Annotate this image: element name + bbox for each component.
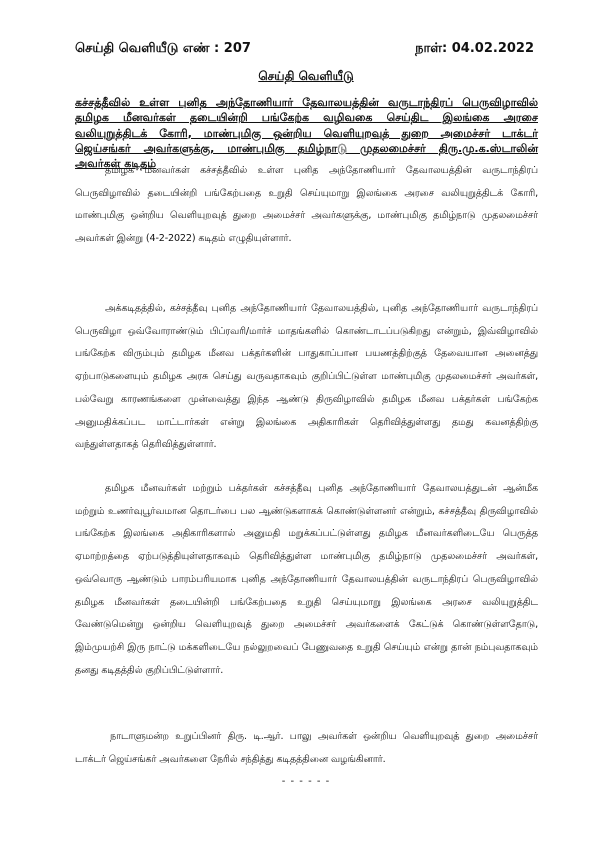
- body-paragraph-2: அக்கடிதத்தில், கச்சத்தீவு புனித அந்தோணியார் தேவாலயத்தில், புனித அந்தோணியார் வருடாந்திரப் பெருவிழா ஒவ்வோராண்டும் பிப்ரவரி/மார்ச் மாதங்களில் கொண்டாடப்படுகிறது என்றும், இவ்விழாவில் பங்கேற்க விரும்பும் தமிழக மீனவ பக்தர்களின் பாதுகாப்பான பயணத்திற்குத் தேவையான அனைத்து ஏற்பாடுகளையும் தமிழக அரசு செய்து வருவதாகவும் குறிப்பிட்டுள்ள மாண்புமிகு முதலமைச்சர் அவர்கள், பல்வேறு காரணங்களை முன்வைத்து இந்த ஆண்டு திருவிழாவில் தமிழக மீனவ பக்தர்கள் பங்கேற்க அனுமதிக்கப்பட மாட்டார்கள் என்று இலங்கை அதிகாரிகள் தெரிவித்துள்ளது தமது கவனத்திற்கு வந்துள்ளதாகத் தெரிவித்துள்ளார்.: [75, 303, 538, 451]
- body-paragraph-1: தமிழக மீனவர்கள் கச்சத்தீவில் உள்ள புனித அந்தோணியார் தேவாலயத்தின் வருடாந்திரப் பெருவிழாவில் தடையின்றி பங்கேற்பதை உறுதி செய்யுமாறு இலங்கை அரசை வலியுறுத்திடக் கோரி, மாண்புமிகு ஒன்றிய வெளியுறவுத் துறை அமைச்சர் அவர்களுக்கு, மாண்புமிகு தமிழ்நாடு முதலமைச்சர் அவர்கள் இன்று (4-2-2022) கடிதம் எழுதியுள்ளார்.: [75, 165, 538, 245]
- body-paragraph-3: தமிழக மீனவர்கள் மற்றும் பக்தர்கள் கச்சத்தீவு புனித அந்தோணியார் தேவாலயத்துடன் ஆன்மீக மற்றும் உணர்வுபூர்வமான தொடர்பை பல ஆண்டுகளாகக் கொண்டுள்ளனர் என்றும், கச்சத்தீவு திருவிழாவில் பங்கேற்க இலங்கை அதிகாரிகளால் அனுமதி மறுக்கப்பட்டுள்ளது தமிழக மீனவர்களிடையே பெருத்த ஏமாற்றத்தை ஏற்படுத்தியுள்ளதாகவும் தெரிவித்துள்ள மாண்புமிகு தமிழ்நாடு முதலமைச்சர் அவர்கள், ஒவ்வொரு ஆண்டும் பாரம்பரியமாக புனித அந்தோணியார் தேவாலயத்தின் வருடாந்திரப் பெருவிழாவில் தமிழக மீனவர்கள் தடையின்றி பங்கேற்பதை உறுதி செய்யுமாறு இலங்கை அரசை வலியுறுத்திட வேண்டுமென்று ஒன்றிய வெளியுறவுத் துறை அமைச்சர் அவர்களைக் கேட்டுக் கொண்டுள்ளதோடு, இம்முயற்சி இரு நாட்டு மக்களிடையே நல்லுறவைப் பேணுவதை உறுதி செய்யும் என்று தான் நம்புவதாகவும் தனது கடிதத்தில் குறிப்பிட்டுள்ளார்.: [75, 483, 538, 676]
- release-date: நாள்: 04.02.2022: [415, 41, 534, 56]
- release-number: செய்தி வெளியீடு எண் : 207: [75, 41, 251, 56]
- body-paragraph-4: நாடாளுமன்ற உறுப்பினர் திரு. டி.ஆர். பாலு அவர்கள் ஒன்றிய வெளியுறவுத் துறை அமைச்சர் டாக்டர் ஜெய்சங்கர் அவர்களை நேரில் சந்தித்து கடிதத்தினை வழங்கினார்.: [75, 731, 538, 765]
- document-title: செய்தி வெளியீடு: [258, 69, 354, 83]
- end-of-release-marker: - - - - - -: [281, 776, 331, 787]
- subject-heading: கச்சத்தீவில் உள்ள புனித அந்தோணியார் தேவாலயத்தின் வருடாந்திரப் பெருவிழாவில் தமிழக மீனவர்கள் தடையின்றி பங்கேற்க வழிவகை செய்திட இலங்கை அரசை வலியுறுத்திடக் கோரி, மாண்புமிகு ஒன்றிய வெளியுறவுத் துறை அமைச்சர் டாக்டர் ஜெய்சங்கர் அவர்களுக்கு, மாண்புமிகு தமிழ்நாடு முதலமைச்சர் திரு.மு.க.ஸ்டாலின் அவர்கள் கடிதம்: [75, 96, 538, 171]
